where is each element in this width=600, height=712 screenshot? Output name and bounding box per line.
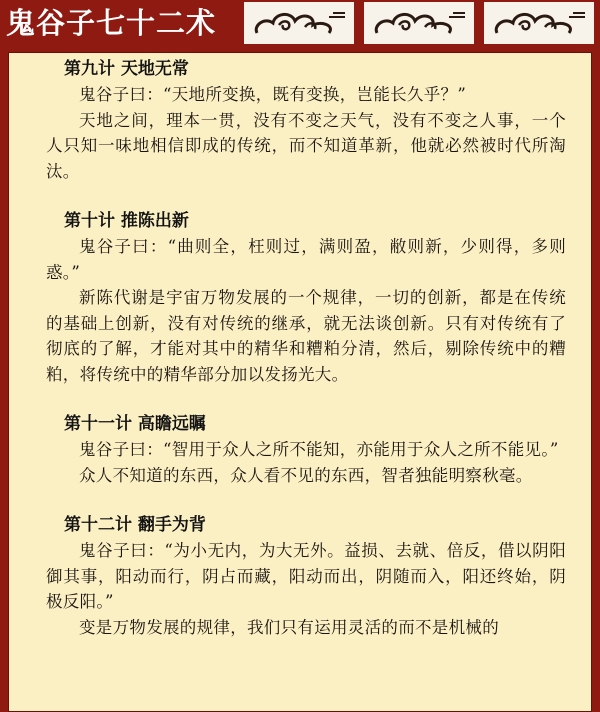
cloud-ornament-icon [244, 2, 354, 44]
quote-paragraph: 鬼谷子曰：“曲则全，枉则过，满则盈，敝则新，少则得，多则惑。” [46, 237, 566, 282]
section-title: 第十一计 高瞻远瞩 [64, 414, 206, 434]
explanation-paragraph: 新陈代谢是宇宙万物发展的一个规律，一切的创新，都是在传统的基础上创新，没有对传统的继承，就无法谈创新。只有对传统有了彻底的了解，才能对其中的精华和糟粕分清，然后，剔除传统中的糟粕，将传统中的精华部分加以发扬光大。 [46, 288, 566, 384]
explanation-paragraph: 众人不知道的东西，众人看不见的东西，智者独能明察秋毫。 [79, 465, 533, 485]
header-banner [0, 0, 600, 46]
explanation-paragraph: 变是万物发展的规律，我们只有运用灵活的而不是机械的 [79, 617, 499, 637]
section-12 [46, 512, 566, 640]
section-title: 第十二计 翻手为背 [64, 515, 206, 535]
cloud-ornament-icon [364, 2, 474, 44]
page-title: 鬼谷子七十二术 [6, 6, 217, 40]
quote-paragraph: 鬼谷子曰：“智用于众人之所不能知，亦能用于众人之所不能见。” [79, 440, 559, 459]
explanation-paragraph: 天地之间，理本一贯，没有不变之天气，没有不变之人事，一个人只知一味地相信即成的传统，而不知道革新，他就必然被时代所淘汰。 [46, 110, 566, 181]
header-ornaments [240, 0, 600, 46]
quote-paragraph: 鬼谷子曰：“为小无内，为大无外。益损、去就、倍反，借以阴阳御其事，阳动而行，阴占而藏，阳动而出，阴随而入，阳还终始，阴极反阳。” [46, 541, 566, 611]
section-title: 第九计 天地无常 [64, 59, 189, 79]
quote-paragraph: 鬼谷子曰：“天地所变换，既有变换，岂能长久乎？” [79, 85, 467, 104]
section-11 [46, 411, 566, 488]
section-title: 第十计 推陈出新 [64, 211, 189, 231]
section-10 [46, 208, 566, 387]
article-body [46, 56, 566, 664]
section-9 [46, 56, 566, 184]
cloud-ornament-icon [484, 2, 594, 44]
